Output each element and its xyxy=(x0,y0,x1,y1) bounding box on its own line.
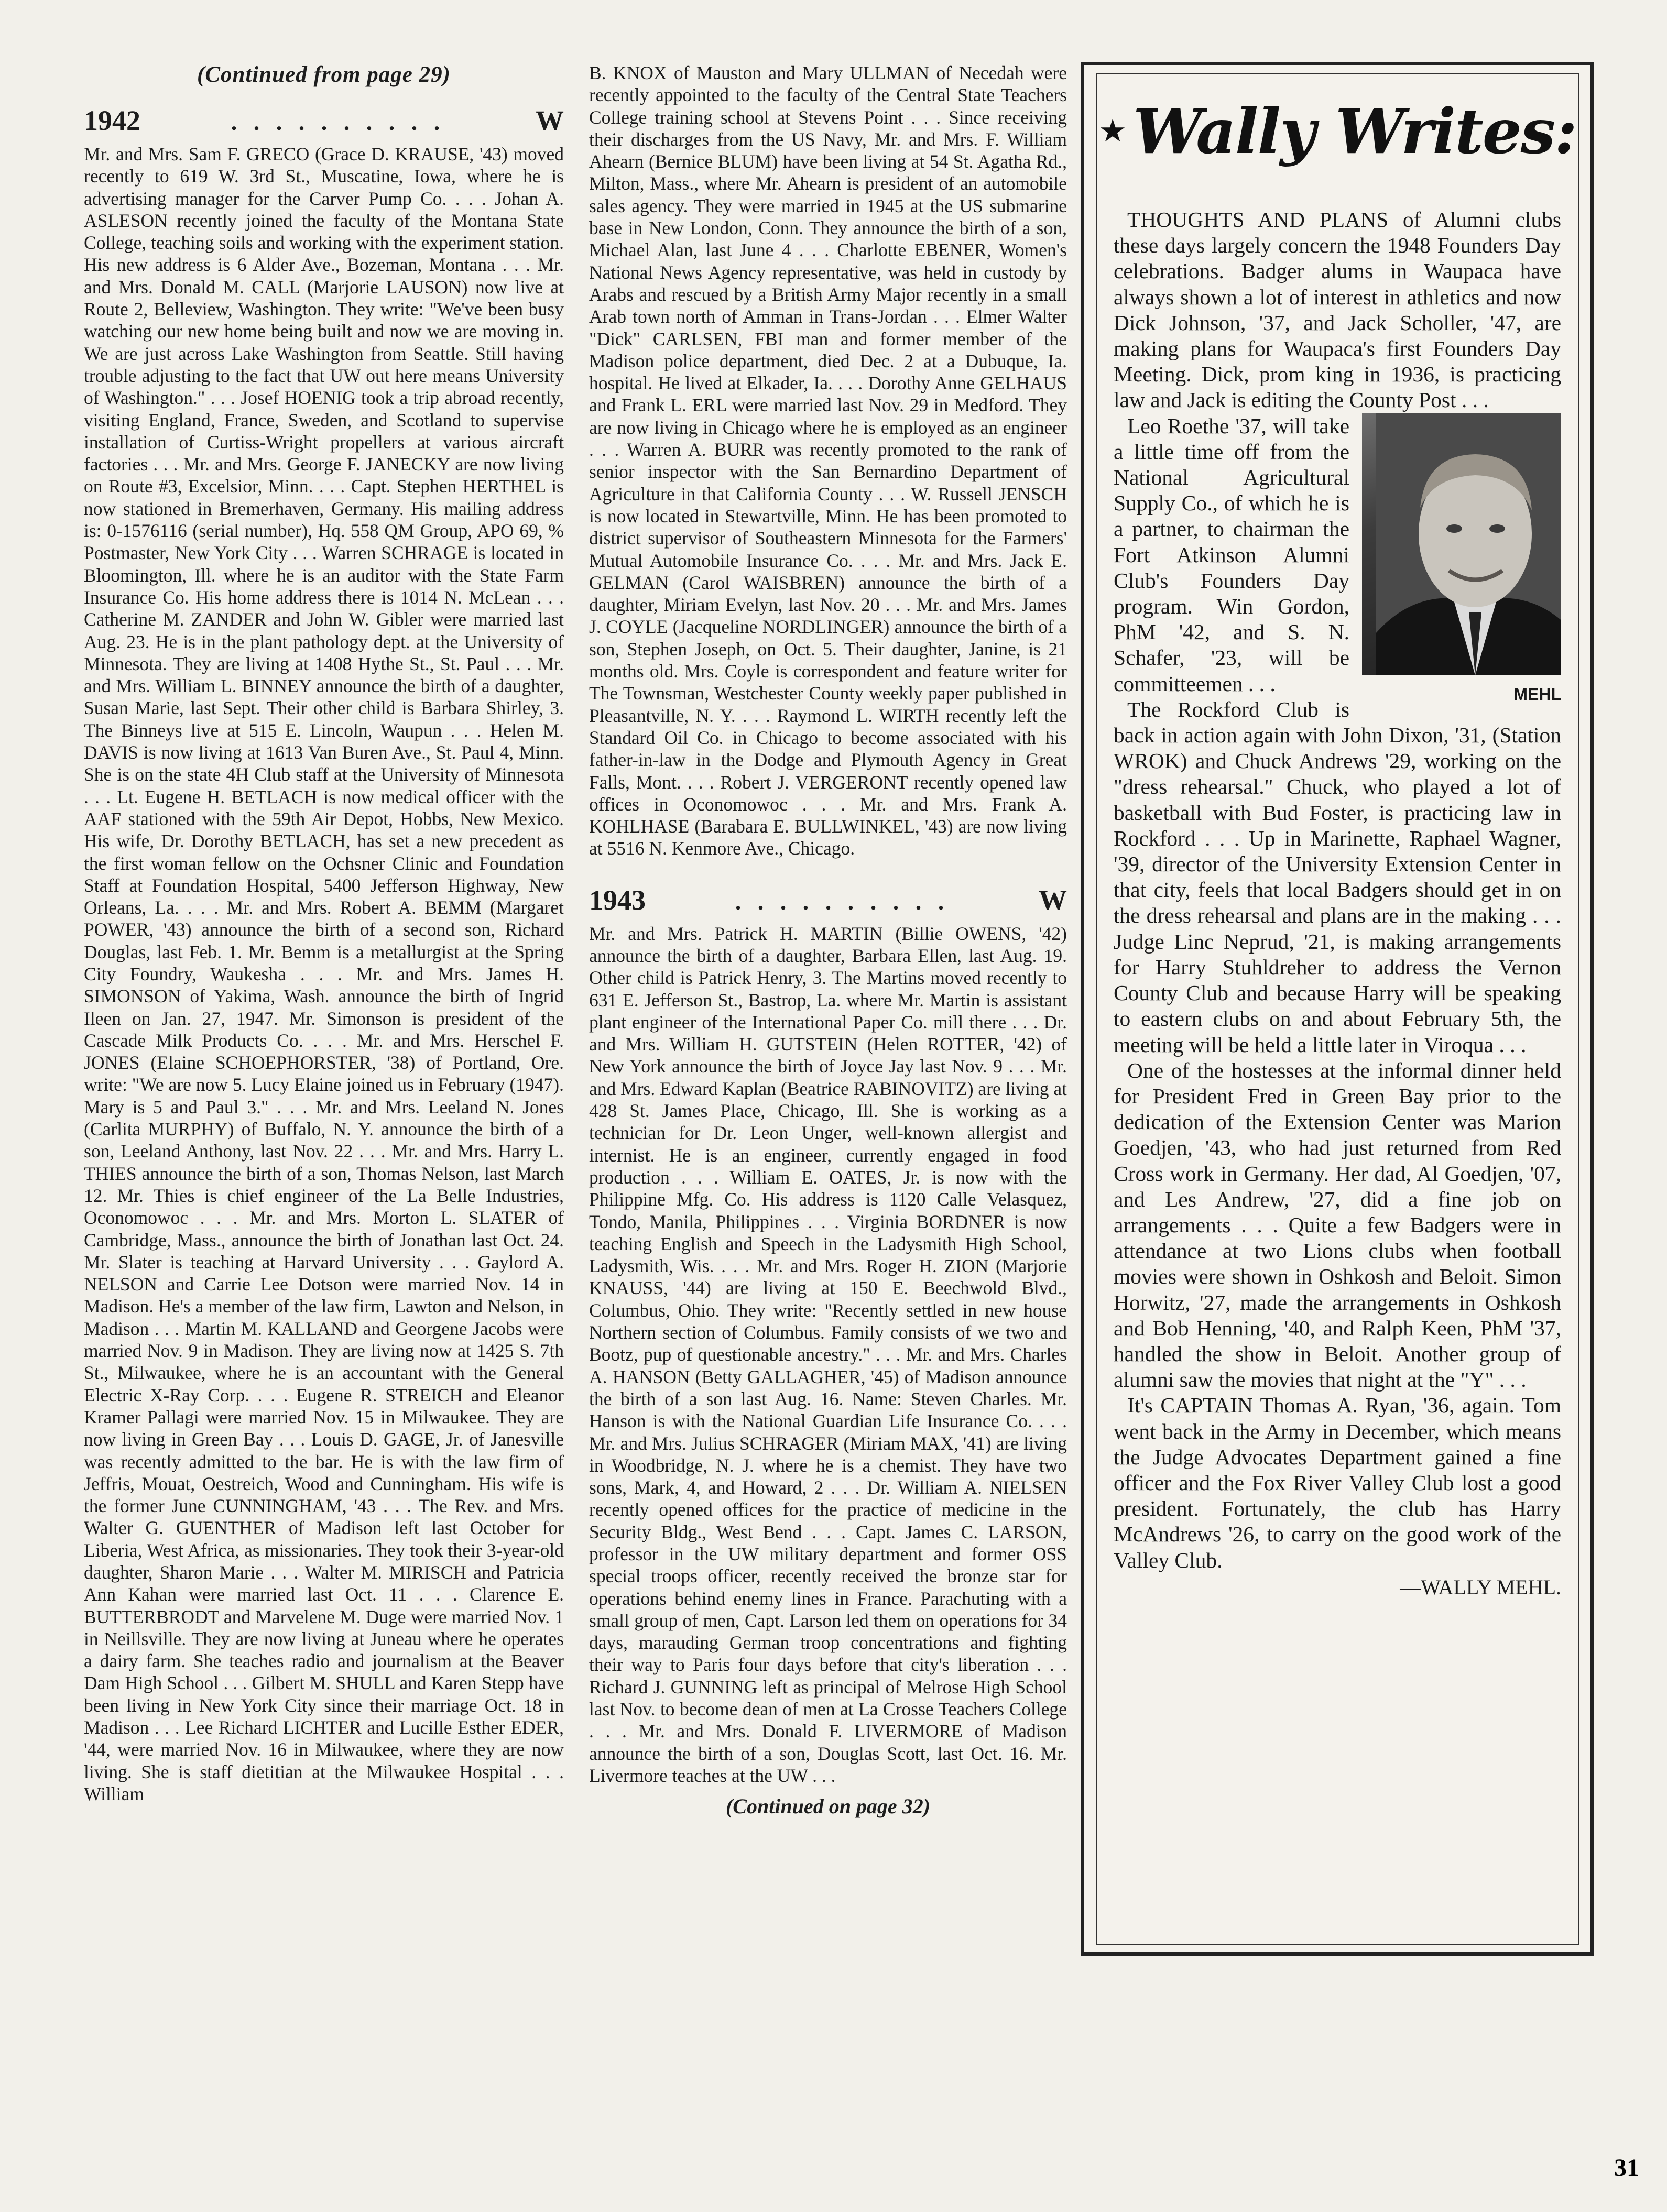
portrait-figure xyxy=(1362,413,1561,707)
class-notes-1943: Mr. and Mrs. Patrick H. MARTIN (Billie OWENS, '42) announce the birth of a daughter, Barbara Ellen, last Aug. 19. Other child is Patrick Henry, 3. The Martins moved recently to 631 E. Jefferson St., Bastrop, La. where Mr. Martin is assistant plant engineer of the International Paper Co. mill there . . . Dr. and Mrs. William H. GUTSTEIN (Helen ROTTER, '42) of New York announce the birth of Joyce Jay last Nov. 9 . . . Mr. and Mrs. Edward Kaplan (Beatrice RABINOVITZ) are living at 428 St. James Place, Chicago, Ill. She is working as a technician for Dr. Leon Unger, well-known allergist and internist. He is an engineer, currently engaged in food production . . . William E. OATES, Jr. is now with the Philippine Mfg. Co. His address is 1120 Calle Velasquez, Tondo, Manila, Philippines . . . Virginia BORDNER is now teaching English and Speech in the Ladysmith High School, Ladysmith, Wis. . . . Mr. and Mrs. Roger H. ZION (Marjorie KNAUSS, '44) are living at 150 E. Beechwold Blvd., Columbus, Ohio. They write: "Recently settled in new house Northern section of Columbus. Family consists of we two and Bootz, pup of questionable ancestry." . . . Mr. and Mrs. Charles A. HANSON (Betty GALLAGHER, '45) of Madison announce the birth of a son last Aug. 16. Name: Steven Charles. Mr. Hanson is with the National Guardian Life Insurance Co. . . . Mr. and Mrs. Julius SCHRAGER (Miriam MAX, '41) are living in Woodbridge, N. J. where he is a chemist. They have two sons, Mark, 4, and Howard, 2 . . . Dr. William A. NIELSEN recently opened offices for the practice of medicine in the Security Bldg., West Bend . . . Capt. James C. LARSON, professor in the UW military department and former OSS special troops officer, recently received the bronze star for operations behind enemy lines in France. Parachuting with a small group of men, Capt. Larson led them on operations for 34 days, marauding German troop concentrations and fighting their way to Paris four days before that city's liberation . . . Richard J. GUNNING left as principal of Melrose High School last Nov. to become dean of men at La Crosse Teachers College . . . Mr. and Mrs. Donald F. LIVERMORE of Madison announce the birth of a son, Douglas Scott, last Oct. 16. Mr. Livermore teaches at the UW . . . xyxy=(589,923,1067,1786)
leader-dots: . . . . . . . . . . xyxy=(735,888,950,915)
class-1943-heading xyxy=(589,884,1067,916)
class-year: 1943 xyxy=(589,884,646,916)
sidebar-paragraph: THOUGHTS AND PLANS of Alumni clubs these days largely concern the 1948 Founders Day celebrations. Badger alums in Waupaca have always shown a lot of interest in athletics and now Dick Johnson, '37, and Jack Scholler, '47, are making plans for Waupaca's first Founders Day Meeting. Dick, prom king in 1936, is practicing law and Jack is editing the County Post . . . xyxy=(1114,207,1561,412)
continued-from-note: (Continued from page 29) xyxy=(197,62,451,87)
author-signature: —WALLY MEHL. xyxy=(1400,1575,1561,1599)
class-notes-1942: Mr. and Mrs. Sam F. GRECO (Grace D. KRAUSE, '43) moved recently to 619 W. 3rd St., Muscatine, Iowa, where he is advertising manager for the Carver Pump Co. . . . Johan A. ASLESON recently joined the faculty of the Montana State College, teaching soils and working with the experiment station. His new address is 6 Alder Ave., Bozeman, Montana . . . Mr. and Mrs. Donald M. CALL (Marjorie LAUSON) now live at Route 2, Belleview, Washington. They write: "We've been busy watching our new home being built and now we are moving in. We are just across Lake Washington from Seattle. Still having trouble adjusting to the fact that UW out here means University of Washington." . . . Josef HOENIG took a trip abroad recently, visiting England, France, Sweden, and Scotland to supervise installation of Curtiss-Wright propellers at various aircraft factories . . . Mr. and Mrs. George F. JANECKY are now living on Route #3, Excelsior, Minn. . . . Capt. Stephen HERTHEL is now stationed in Bremerhaven, Germany. His mailing address is: 0-1576116 (serial number), Hq. 558 QM Group, APO 69, % Postmaster, New York City . . . Warren SCHRAGE is located in Bloomington, Ill. where he is an auditor with the State Farm Insurance Co. His home address there is 1014 N. McLean . . . Catherine M. ZANDER and John W. Gibler were married last Aug. 23. He is in the plant pathology dept. at the University of Minnesota. They are living at 1408 Hythe St., St. Paul . . . Mr. and Mrs. William L. BINNEY announce the birth of a daughter, Susan Marie, last Sept. Their other child is Barbara Shirley, 3. The Binneys live at 515 E. Lincoln, Waupun . . . Helen M. DAVIS is now living at 1613 Van Buren Ave., St. Paul 4, Minn. She is on the state 4H Club staff at the University of Minnesota . . . Lt. Eugene H. BETLACH is now medical officer with the AAF stationed with the 59th Air Depot, Hobbs, New Mexico. His wife, Dr. Dorothy BETLACH, has set a new precedent as the first woman fellow on the Ochsner Clinic and Foundation Staff at Foundation Hospital, 5400 Jefferson Highway, New Orleans, La. . . . Mr. and Mrs. Robert A. BEMM (Margaret POWER, '43) announce the birth of a second son, Richard Douglas, last Feb. 1. Mr. Bemm is a metallurgist at the Spring City Foundry, Waukesha . . . Mr. and Mrs. James H. SIMONSON of Yakima, Wash. announce the birth of Ingrid Ileen on Jan. 27, 1947. Mr. Simonson is president of the Cascade Milk Products Co. . . . Mr. and Mrs. Herschel F. JONES (Elaine SCHOEPHORSTER, '38) of Portland, Ore. write: "We are now 5. Lucy Elaine joined us in February (1947). Mary is 5 and Paul 3." . . . Mr. and Mrs. Leeland N. Jones (Carlita MURPHY) of Buffalo, N. Y. announce the birth of a son, Leeland Anthony, last Nov. 22 . . . Mr. and Mrs. Harry L. THIES announce the birth of a son, Thomas Nelson, last March 12. Mr. Thies is chief engineer of the La Belle Industries, Oconomowoc . . . Mr. and Mrs. Morton L. SLATER of Cambridge, Mass., announce the birth of Jonathan last Oct. 24. Mr. Slater is teaching at Harvard University . . . Gaylord A. NELSON and Carrie Lee Dotson were married Nov. 14 in Madison. He's a member of the law firm, Lawton and Nelson, in Madison . . . Martin M. KALLAND and Georgene Jacobs were married Nov. 9 in Madison. They are living now at 1425 S. 7th St., Milwaukee, where he is an accountant with the General Electric X-Ray Corp. . . . Eugene R. STREICH and Eleanor Kramer Pallagi were married Nov. 15 in Milwaukee. They are now living in Green Bay . . . Louis D. GAGE, Jr. of Janesville was recently admitted to the bar. He is with the law firm of Jeffris, Mouat, Oestreich, Wood and Cunningham. His wife is the former June CUNNINGHAM, '43 . . . The Rev. and Mrs. Walter G. GUENTHER of Madison left last October for Liberia, West Africa, as missionaries. They took their 3-year-old daughter, Sharon Marie . . . Walter M. MIRISCH and Patricia Ann Kahan were married last Oct. 11 . . . Clarence E. BUTTERBRODT and Marvelene M. Duge were married Nov. 1 in Neillsville. They are now living at Juneau where he operates a dairy farm. She teaches radio and journalism at the Beaver Dam High School . . . Gilbert M. SHULL and Karen Stepp have been living in New York City since their marriage Oct. 18 in Madison . . . Lee Richard LICHTER and Lucille Esther EDER, '44, were married Nov. 16 in Milwaukee, where they are now living. She is staff dietitian at the Milwaukee Hospital . . . William xyxy=(84,144,564,1804)
class-marker: W xyxy=(536,105,564,136)
star-icon: ★ xyxy=(1098,114,1127,148)
portrait-illustration xyxy=(1376,413,1561,675)
portrait-photo xyxy=(1362,413,1561,675)
wally-writes-text xyxy=(1114,207,1561,1600)
continued-on-note: (Continued on page 32) xyxy=(725,1794,931,1819)
sidebar-paragraph: The Rockford Club is back in action again with John Dixon, '31, (Station WROK) and Chuck Andrews '29, working on the "dress rehearsal." Chuck, who played a lot of basketball with Bud Foster, is practicing law in Rockford . . . Up in Marinette, Raphael Wagner, '39, director of the University Extension Center in that city, feels that local Badgers should get in on the dress rehearsal and plans are in the making . . . Judge Linc Neprud, '21, is making arrangements for Harry Stuhldreher to address the Vernon County Club and because Harry will be speaking to eastern clubs on and about February 5th, the meeting will be held a little later in Viroqua . . . xyxy=(1114,697,1561,1057)
middle-column xyxy=(589,62,1067,1819)
class-marker: W xyxy=(1039,884,1067,916)
sidebar-paragraph-with-photo xyxy=(1114,413,1561,704)
wally-writes-box xyxy=(1081,62,1594,1956)
sidebar-paragraph-text: Leo Roethe '37, will take a little time off from the National Agricultural Supply Co., of which he is a partner, to chairman the Fort Atkinson Alumni Club's Founders Day program. Win Gordon, PhM '42, and S. N. Schafer, '23, will be committeemen . . . xyxy=(1114,413,1349,696)
sidebar-paragraph: One of the hostesses at the informal dinner held for President Fred in Green Bay prior to the dedication of the Extension Center was Marion Goedjen, '43, who had just returned from Red Cross work in Germany. Her dad, Al Goedjen, '07, and Les Andrew, '27, did a fine job on arrangements . . . Quite a few Badgers were in attendance at two Lions clubs when football movies were shown in Oshkosh and Beloit. Simon Horwitz, '27, made the arrangements in Oshkosh and Bob Henning, '40, and Ralph Keen, PhM '37, handled the show in Beloit. Another group of alumni saw the movies that night at the "Y" . . . xyxy=(1114,1058,1561,1392)
class-year: 1942 xyxy=(84,105,140,136)
class-1942-heading xyxy=(84,104,564,137)
photo-caption: MEHL xyxy=(1513,684,1561,704)
left-column xyxy=(84,62,564,1805)
class-notes-1942-continued: B. KNOX of Mauston and Mary ULLMAN of Necedah were recently appointed to the faculty of the Central State Teachers College training school at Stevens Point . . . Since receiving their discharges from the US Navy, Mr. and Mrs. F. William Ahearn (Bernice BLUM) have been living at 54 St. Agatha Rd., Milton, Mass., where Mr. Ahearn is president of an automobile sales agency. They were married in 1945 at the US submarine base in New London, Conn. They announce the birth of a son, Michael Alan, last June 4 . . . Charlotte EBENER, Women's National News Agency representative, was held in custody by Arabs and rescued by a British Army Major recently in a small Arab town north of Amman in Trans-Jordan . . . Elmer Walter "Dick" CARLSEN, FBI man and former member of the Madison police department, died Dec. 2 at a Dubuque, Ia. hospital. He lived at Elkader, Ia. . . . Dorothy Anne GELHAUS and Frank L. ERL were married last Nov. 29 in Medford. They are now living in Chicago where he is employed as an engineer . . . Warren A. BURR was recently promoted to the rank of senior inspector with the San Bernardino Department of Agriculture in that California County . . . W. Russell JENSCH is now located in Stewartville, Minn. He has been promoted to district supervisor of Southeastern Minnesota for the Farmers' Mutual Automobile Insurance Co. . . . Mr. and Mrs. Jack E. GELMAN (Carol WAISBREN) announce the birth of a daughter, Miriam Evelyn, last Nov. 20 . . . Mr. and Mrs. James J. COYLE (Jacqueline NORDLINGER) announce the birth of a son, Stephen Joseph, on Oct. 5. Their daughter, Janine, is 21 months old. Mrs. Coyle is correspondent and feature writer for The Townsman, Westchester County weekly paper published in Pleasantville, N. Y. . . . Raymond L. WIRTH recently left the Standard Oil Co. in Chicago to become associated with his father-in-law in the Dodge and Plymouth Agency in Great Falls, Mont. . . . Robert J. VERGERONT recently opened law offices in Oconomowoc . . . Mr. and Mrs. Frank A. KOHLHASE (Barabara E. BULLWINKEL, '43) are now living at 5516 N. Kenmore Ave., Chicago. xyxy=(589,62,1067,859)
leader-dots: . . . . . . . . . . xyxy=(231,108,445,135)
sidebar-paragraph: It's CAPTAIN Thomas A. Ryan, '36, again. Tom went back in the Army in December, which means the Judge Advocates Department gained a fine officer and the Fox River Valley Club lost a good president. Fortunately, the club has Harry McAndrews '26, to carry on the good work of the Valley Club. xyxy=(1114,1393,1561,1572)
column-title: Wally Writes: xyxy=(1132,94,1576,168)
page-number: 31 xyxy=(1614,2154,1639,2182)
